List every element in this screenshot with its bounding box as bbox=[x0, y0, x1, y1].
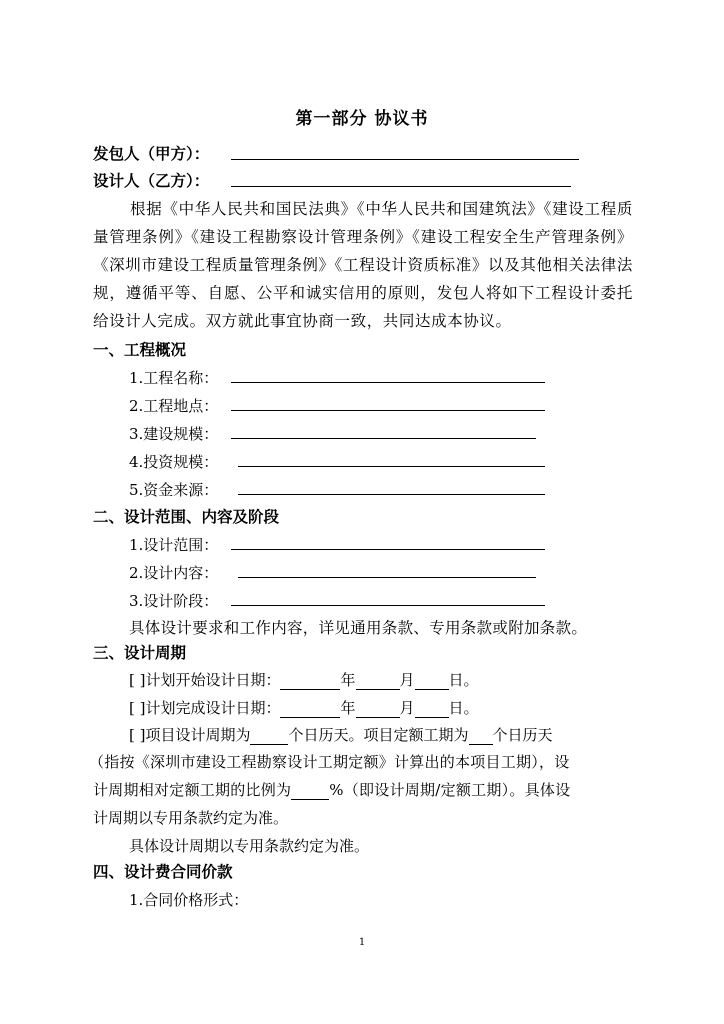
project-location-label: 2.工程地点： bbox=[129, 397, 219, 415]
end-day-blank[interactable] bbox=[415, 701, 449, 718]
contract-price-form-label: 1.合同价格形式： bbox=[129, 891, 249, 909]
funding-source-label: 5.资金来源： bbox=[129, 481, 219, 499]
year-label: 年 bbox=[340, 671, 356, 689]
start-day-blank[interactable] bbox=[415, 673, 449, 690]
page-number: 1 bbox=[358, 937, 366, 948]
period-line-2: （指按《深圳市建设工程勘察设计工期定额》计算出的本项目工期），设 bbox=[89, 753, 570, 771]
section3-heading: 三、设计周期 bbox=[93, 644, 187, 662]
planned-start-row bbox=[129, 670, 479, 690]
investment-scale-label: 4.投资规模： bbox=[129, 453, 219, 471]
design-scope-blank[interactable] bbox=[231, 549, 545, 550]
ratio-label: 计周期相对定额工期的比例为 bbox=[93, 781, 292, 799]
planned-end-label: [ ]计划完成设计日期： bbox=[129, 699, 281, 717]
funding-source-blank[interactable] bbox=[238, 494, 545, 495]
project-name-label: 1.工程名称： bbox=[129, 369, 219, 387]
design-stage-blank[interactable] bbox=[231, 605, 545, 606]
section3-note: 具体设计周期以专用条款约定为准。 bbox=[129, 837, 370, 855]
design-period-label: [ ]项目设计周期为 bbox=[129, 726, 251, 744]
start-year-blank[interactable] bbox=[280, 673, 340, 690]
project-location-blank[interactable] bbox=[231, 410, 545, 411]
end-year-blank[interactable] bbox=[280, 701, 340, 718]
period-line-3 bbox=[93, 780, 570, 800]
section1-heading: 一、工程概况 bbox=[93, 341, 187, 359]
planned-end-row bbox=[129, 698, 479, 718]
design-content-blank[interactable] bbox=[238, 577, 536, 578]
ratio-suffix: %（即设计周期/定额工期）。具体设 bbox=[329, 781, 571, 799]
day-label: 日。 bbox=[448, 671, 479, 689]
period-line-4: 计周期以专用条款约定为准。 bbox=[93, 809, 289, 827]
project-name-blank[interactable] bbox=[231, 382, 545, 383]
construction-scale-blank[interactable] bbox=[231, 438, 536, 439]
party-a-label: 发包人（甲方）： bbox=[93, 145, 210, 163]
quota-period-label: 个日历天。项目定额工期为 bbox=[288, 726, 469, 744]
day-label: 日。 bbox=[448, 699, 479, 717]
party-a-blank[interactable] bbox=[231, 159, 579, 160]
page-title: 第一部分 协议书 bbox=[295, 109, 429, 129]
start-month-blank[interactable] bbox=[356, 673, 400, 690]
ratio-blank[interactable] bbox=[291, 783, 329, 800]
year-label: 年 bbox=[340, 699, 356, 717]
end-month-blank[interactable] bbox=[356, 701, 400, 718]
section4-heading: 四、设计费合同价款 bbox=[93, 863, 233, 881]
construction-scale-label: 3.建设规模： bbox=[129, 425, 219, 443]
design-stage-label: 3.设计阶段： bbox=[129, 592, 219, 610]
design-period-days-blank[interactable] bbox=[250, 728, 288, 745]
party-b-label: 设计人（乙方）： bbox=[93, 172, 210, 190]
design-period-row bbox=[129, 725, 553, 745]
design-content-label: 2.设计内容： bbox=[129, 564, 219, 582]
section2-note: 具体设计要求和工作内容，详见通用条款、专用条款或附加条款。 bbox=[129, 619, 588, 637]
intro-paragraph: 根据《中华人民共和国民法典》《中华人民共和国建筑法》《建设工程质量管理条例》《建设工程勘察设计管理条例》《建设工程安全生产管理条例》《深圳市建设工程质量管理条例》《工程设计资质标准》以及其他相关法律法规，遵循平等、自愿、公平和诚实信用的原则，发包人将如下工程设计委托给设计人完成。双方就此事宜协商一致，共同达成本协议。 bbox=[93, 200, 633, 330]
investment-scale-blank[interactable] bbox=[238, 466, 545, 467]
party-b-blank[interactable] bbox=[231, 186, 571, 187]
quota-period-days-blank[interactable] bbox=[469, 728, 493, 745]
section2-heading: 二、设计范围、内容及阶段 bbox=[93, 508, 280, 526]
design-scope-label: 1.设计范围： bbox=[129, 536, 219, 554]
planned-start-label: [ ]计划开始设计日期： bbox=[129, 671, 281, 689]
month-label: 月 bbox=[399, 671, 415, 689]
month-label: 月 bbox=[399, 699, 415, 717]
calendar-days-label: 个日历天 bbox=[492, 726, 553, 744]
